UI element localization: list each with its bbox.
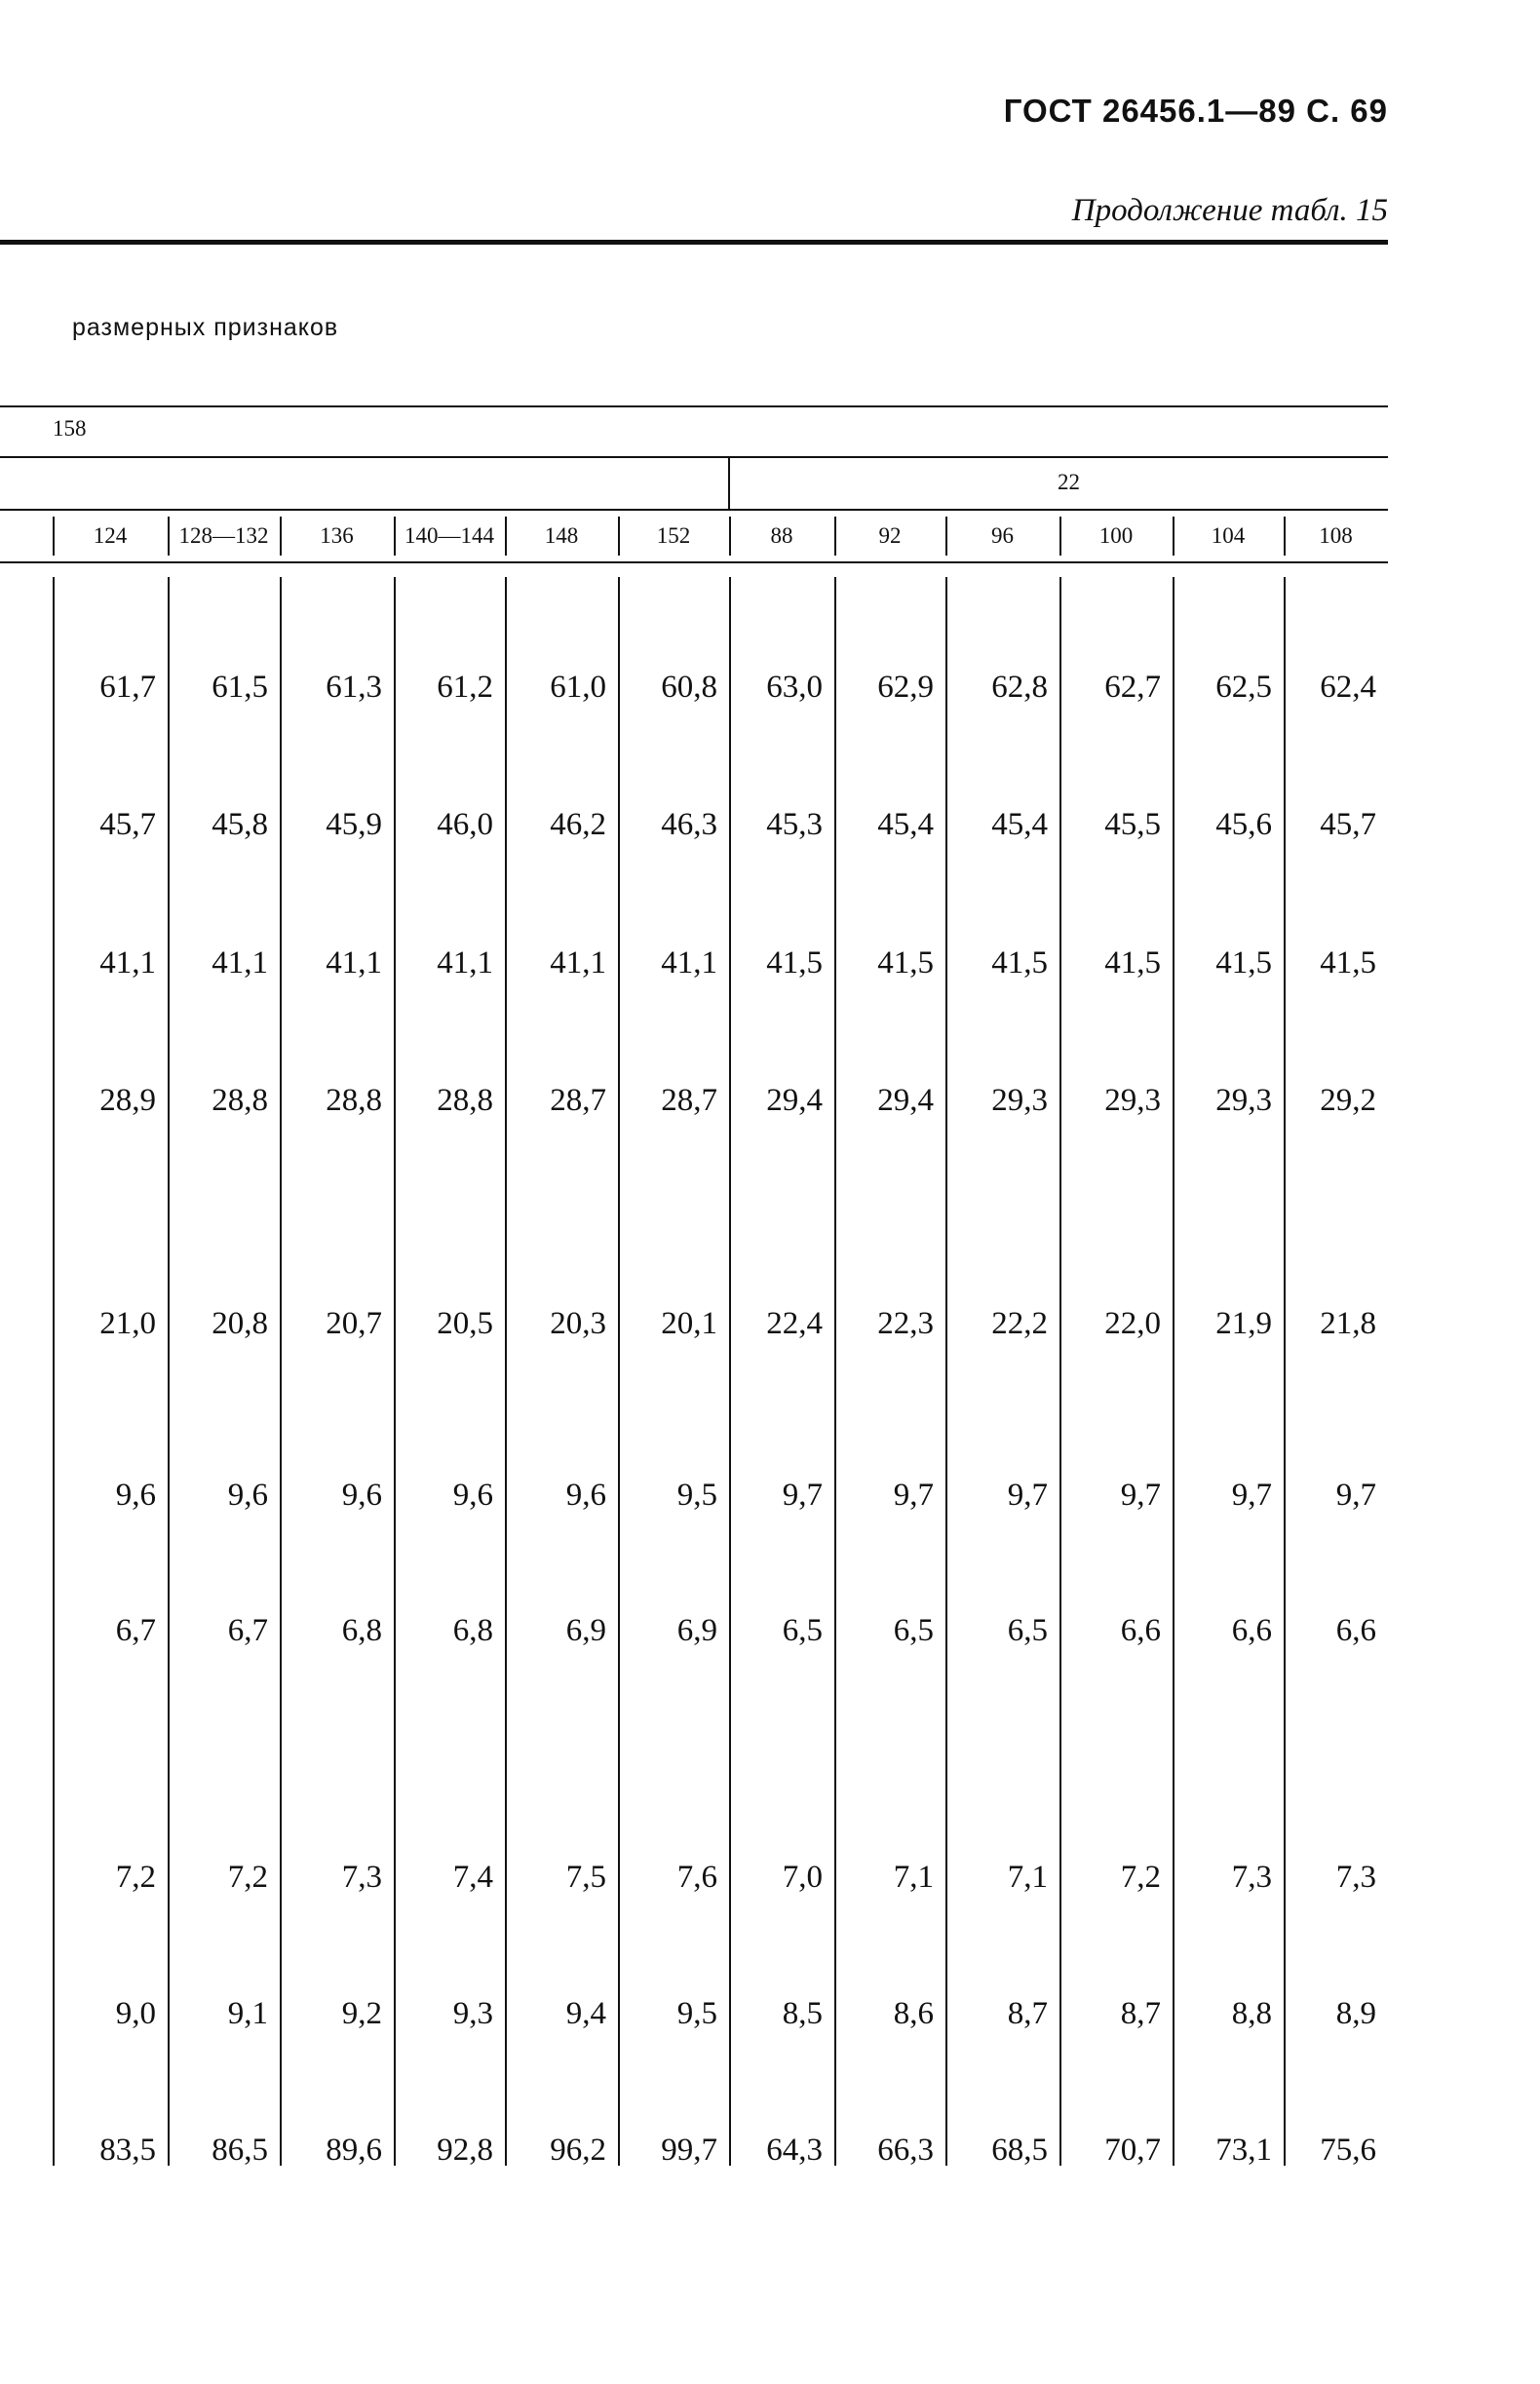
table-cell: 61,5 <box>212 670 268 705</box>
table-cell: 9,4 <box>565 1996 606 2031</box>
table-cell: 63,0 <box>766 670 823 705</box>
table-cell: 21,0 <box>99 1306 156 1341</box>
table-cell: 29,3 <box>991 1083 1048 1118</box>
table-cell: 6,7 <box>115 1613 156 1648</box>
column-header: 152 <box>656 523 691 548</box>
table-cell: 68,5 <box>991 2133 1048 2168</box>
table-cell: 9,6 <box>341 1478 382 1513</box>
table-cell: 41,5 <box>877 945 934 981</box>
table-cell: 99,7 <box>661 2133 717 2168</box>
table-cell: 96,2 <box>550 2133 606 2168</box>
table-cell: 7,3 <box>1335 1860 1376 1895</box>
column-header: 128—132 <box>178 523 269 548</box>
table-cell: 9,5 <box>676 1478 717 1513</box>
column-header: 136 <box>320 523 354 548</box>
table-cell: 8,5 <box>782 1996 823 2031</box>
table-cell: 20,3 <box>550 1306 606 1341</box>
column-header: 108 <box>1319 523 1353 548</box>
table-cell: 21,8 <box>1320 1306 1376 1341</box>
table-cell: 62,5 <box>1215 670 1272 705</box>
table-cell: 7,3 <box>1231 1860 1272 1895</box>
table-cell: 6,7 <box>227 1613 268 1648</box>
column-header: 140—144 <box>404 523 494 548</box>
table-cell: 45,4 <box>991 807 1048 842</box>
table-cell: 41,5 <box>991 945 1048 981</box>
table-cell: 6,8 <box>452 1613 493 1648</box>
header-separator <box>505 517 507 556</box>
table-cell: 9,6 <box>565 1478 606 1513</box>
header-separator <box>280 517 282 556</box>
table-cell: 62,4 <box>1320 670 1376 705</box>
table-cell: 7,2 <box>115 1860 156 1895</box>
table-cell: 20,1 <box>661 1306 717 1341</box>
table-cell: 28,8 <box>212 1083 268 1118</box>
table-cell: 45,8 <box>212 807 268 842</box>
table-cell: 6,6 <box>1335 1613 1376 1648</box>
table-cell: 20,8 <box>212 1306 268 1341</box>
table-cell: 41,1 <box>99 945 156 981</box>
column-header: 148 <box>544 523 579 548</box>
table-cell: 7,4 <box>452 1860 493 1895</box>
table-cell: 41,1 <box>212 945 268 981</box>
table-cell: 21,9 <box>1215 1306 1272 1341</box>
table-cell: 61,2 <box>437 670 493 705</box>
table-cell: 7,2 <box>1120 1860 1161 1895</box>
table-cell: 7,1 <box>1007 1860 1048 1895</box>
section-title: размерных признаков <box>72 314 339 341</box>
table-cell: 9,6 <box>227 1478 268 1513</box>
table-cell: 9,7 <box>1007 1478 1048 1513</box>
column-header: 104 <box>1211 523 1246 548</box>
table-cell: 29,4 <box>877 1083 934 1118</box>
group-header-value: 22 <box>1058 470 1080 494</box>
group-divider <box>728 458 730 509</box>
table-cell: 29,3 <box>1104 1083 1161 1118</box>
header-separator <box>729 517 731 556</box>
table-cell: 8,6 <box>893 1996 934 2031</box>
table-cell: 6,5 <box>782 1613 823 1648</box>
table-cell: 45,7 <box>1320 807 1376 842</box>
table-cell: 20,5 <box>437 1306 493 1341</box>
table-cell: 62,7 <box>1104 670 1161 705</box>
header-separator <box>945 517 947 556</box>
table-rule-3 <box>0 561 1388 563</box>
standard-header: ГОСТ 26456.1—89 С. 69 <box>1003 93 1388 129</box>
column-header: 92 <box>878 523 902 548</box>
table-cell: 6,8 <box>341 1613 382 1648</box>
column-header: 124 <box>93 523 128 548</box>
table-cell: 62,9 <box>877 670 934 705</box>
table-cell: 9,5 <box>676 1996 717 2031</box>
table-cell: 28,7 <box>661 1083 717 1118</box>
table-cell: 7,0 <box>782 1860 823 1895</box>
table-cell: 6,5 <box>1007 1613 1048 1648</box>
table-cell: 7,1 <box>893 1860 934 1895</box>
table-cell: 45,9 <box>326 807 382 842</box>
table-cell: 28,8 <box>326 1083 382 1118</box>
table-cell: 29,4 <box>766 1083 823 1118</box>
table-cell: 22,2 <box>991 1306 1048 1341</box>
column-header: 100 <box>1098 523 1134 548</box>
table-cell: 8,7 <box>1007 1996 1048 2031</box>
table-cell: 66,3 <box>877 2133 934 2168</box>
table-cell: 61,0 <box>550 670 606 705</box>
table-cell: 22,3 <box>877 1306 934 1341</box>
table-rule-1 <box>0 456 1388 458</box>
header-separator <box>168 517 170 556</box>
table-top-rule <box>0 405 1388 407</box>
table-cell: 60,8 <box>661 670 717 705</box>
table-cell: 9,3 <box>452 1996 493 2031</box>
table-cell: 75,6 <box>1320 2133 1376 2168</box>
table-cell: 86,5 <box>212 2133 268 2168</box>
table-cell: 41,1 <box>326 945 382 981</box>
header-separator <box>1059 517 1061 556</box>
table-cell: 45,6 <box>1215 807 1272 842</box>
table-cell: 7,6 <box>676 1860 717 1895</box>
table-cell: 29,2 <box>1320 1083 1376 1118</box>
table-cell: 41,5 <box>1104 945 1161 981</box>
table-cell: 41,1 <box>550 945 606 981</box>
top-header-value: 158 <box>53 416 87 441</box>
table-cell: 92,8 <box>437 2133 493 2168</box>
table-cell: 7,5 <box>565 1860 606 1895</box>
table-cell: 28,9 <box>99 1083 156 1118</box>
table-cell: 9,1 <box>227 1996 268 2031</box>
header-rule <box>0 240 1388 245</box>
table-cell: 6,6 <box>1231 1613 1272 1648</box>
table-cell: 9,6 <box>452 1478 493 1513</box>
table-cell: 9,7 <box>893 1478 934 1513</box>
table-cell: 73,1 <box>1215 2133 1272 2168</box>
table-cell: 8,8 <box>1231 1996 1272 2031</box>
table-cell: 8,9 <box>1335 1996 1376 2031</box>
table-cell: 70,7 <box>1104 2133 1161 2168</box>
table-cell: 28,7 <box>550 1083 606 1118</box>
table-cell: 89,6 <box>326 2133 382 2168</box>
header-separator <box>1173 517 1174 556</box>
table-cell: 45,7 <box>99 807 156 842</box>
table-cell: 62,8 <box>991 670 1048 705</box>
table-cell: 8,7 <box>1120 1996 1161 2031</box>
table-cell: 41,5 <box>766 945 823 981</box>
table-cell: 9,0 <box>115 1996 156 2031</box>
table-cell: 9,7 <box>1335 1478 1376 1513</box>
table-cell: 83,5 <box>99 2133 156 2168</box>
table-rule-2 <box>0 509 1388 511</box>
header-separator <box>618 517 620 556</box>
table-cell: 9,7 <box>1231 1478 1272 1513</box>
table-cell: 45,5 <box>1104 807 1161 842</box>
header-separator <box>1284 517 1286 556</box>
table-cell: 9,2 <box>341 1996 382 2031</box>
table-cell: 41,1 <box>437 945 493 981</box>
table-cell: 7,2 <box>227 1860 268 1895</box>
table-cell: 29,3 <box>1215 1083 1272 1118</box>
table-cell: 41,5 <box>1215 945 1272 981</box>
table-cell: 45,3 <box>766 807 823 842</box>
table-cell: 61,7 <box>99 670 156 705</box>
table-cell: 6,9 <box>676 1613 717 1648</box>
table-cell: 45,4 <box>877 807 934 842</box>
table-cell: 64,3 <box>766 2133 823 2168</box>
table-cell: 28,8 <box>437 1083 493 1118</box>
table-cell: 41,1 <box>661 945 717 981</box>
column-header: 88 <box>770 523 793 548</box>
table-cell: 46,3 <box>661 807 717 842</box>
table-cell: 9,7 <box>782 1478 823 1513</box>
table-cell: 6,6 <box>1120 1613 1161 1648</box>
table-cell: 46,0 <box>437 807 493 842</box>
table-cell: 41,5 <box>1320 945 1376 981</box>
table-cell: 9,6 <box>115 1478 156 1513</box>
table-cell: 22,4 <box>766 1306 823 1341</box>
table-cell: 22,0 <box>1104 1306 1161 1341</box>
table-cell: 61,3 <box>326 670 382 705</box>
table-cell: 46,2 <box>550 807 606 842</box>
table-cell: 20,7 <box>326 1306 382 1341</box>
table-cell: 7,3 <box>341 1860 382 1895</box>
header-separator <box>394 517 396 556</box>
column-header: 96 <box>991 523 1014 548</box>
table-continuation-caption: Продолжение табл. 15 <box>1071 193 1388 228</box>
table-cell: 6,9 <box>565 1613 606 1648</box>
table-cell: 6,5 <box>893 1613 934 1648</box>
table-cell: 9,7 <box>1120 1478 1161 1513</box>
header-separator <box>834 517 836 556</box>
